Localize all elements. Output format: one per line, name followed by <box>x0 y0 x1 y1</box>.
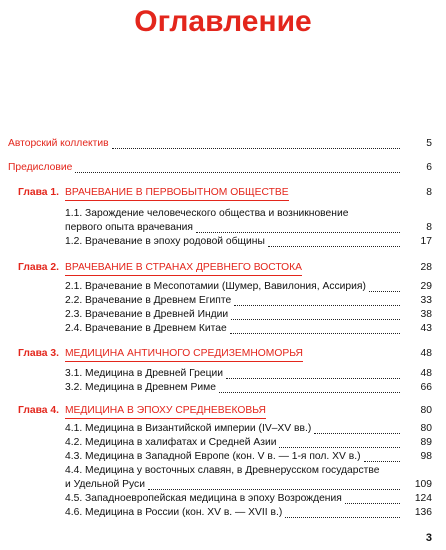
toc-page-number: 109 <box>414 479 432 490</box>
toc-section-label: 4.6. Медицина в России (кон. XV в. — XVII в.) <box>65 507 283 518</box>
dot-leader <box>345 492 400 504</box>
chapter-number: Глава 4. <box>18 405 59 416</box>
toc-section-label: 4.3. Медицина в Западной Европе (кон. V в. — 1-я пол. XV в.) <box>65 451 361 462</box>
toc-page-number: 48 <box>420 368 432 379</box>
dot-leader <box>112 137 400 149</box>
toc-section-2-3[interactable] <box>0 308 446 322</box>
toc-entry-preface[interactable] <box>0 161 446 175</box>
toc-section-3-2[interactable] <box>0 381 446 395</box>
toc-section-4-6[interactable] <box>0 506 446 520</box>
toc-section-label: 3.1. Медицина в Древней Греции <box>65 368 224 379</box>
chapter-number: Глава 3. <box>18 348 59 359</box>
toc-section-4-4[interactable] <box>0 464 446 478</box>
toc-section-label: 4.1. Медицина в Византийской империи (IV–XV вв.) <box>65 423 312 434</box>
toc-section-1-2[interactable] <box>0 235 446 249</box>
toc-page-number: 48 <box>420 348 432 359</box>
dot-leader <box>279 436 400 448</box>
toc-chapter-3[interactable] <box>0 347 446 361</box>
toc-section-1-1[interactable] <box>0 207 446 221</box>
toc-section-label: 1.1. Зарождение человеческого общества и возникновение <box>65 208 349 219</box>
toc-section-label: 2.2. Врачевание в Древнем Египте <box>65 295 232 306</box>
chapter-title: ВРАЧЕВАНИЕ В ПЕРВОБЫТНОМ ОБЩЕСТВЕ <box>65 186 289 201</box>
dot-leader <box>369 280 400 292</box>
toc-page-number: 89 <box>420 437 432 448</box>
toc-chapter-2[interactable] <box>0 261 446 275</box>
toc-section-4-1[interactable] <box>0 422 446 436</box>
page-title: Оглавление <box>134 5 312 38</box>
toc-page-number: 80 <box>420 405 432 416</box>
toc-page-number: 5 <box>426 138 432 149</box>
toc-section-label: 1.2. Врачевание в эпоху родовой общины <box>65 236 265 247</box>
toc-page-number: 38 <box>420 309 432 320</box>
chapter-title: ВРАЧЕВАНИЕ В СТРАНАХ ДРЕВНЕГО ВОСТОКА <box>65 261 302 276</box>
toc-entry-authors[interactable] <box>0 137 446 151</box>
toc-section-label: 2.1. Врачевание в Месопотамии (Шумер, Вавилония, Ассирия) <box>65 281 366 292</box>
toc-section-4-5[interactable] <box>0 492 446 506</box>
toc-section-1-1-cont[interactable] <box>0 221 446 235</box>
dot-leader <box>75 161 400 173</box>
toc-section-label-cont: первого опыта врачевания <box>65 222 194 233</box>
toc-section-4-2[interactable] <box>0 436 446 450</box>
dot-leader <box>196 221 400 233</box>
toc-section-2-4[interactable] <box>0 322 446 336</box>
toc-page-number: 33 <box>420 295 432 306</box>
toc-section-3-1[interactable] <box>0 367 446 381</box>
page-number: 3 <box>425 532 432 544</box>
dot-leader <box>285 506 400 518</box>
toc-entry-label: Предисловие <box>8 162 73 173</box>
toc-section-label: 3.2. Медицина в Древнем Риме <box>65 382 216 393</box>
toc-section-label-cont: и Удельной Руси <box>65 479 145 490</box>
toc-section-label: 2.3. Врачевание в Древней Индии <box>65 309 229 320</box>
dot-leader <box>231 308 400 320</box>
toc-section-2-1[interactable] <box>0 280 446 294</box>
toc-section-label: 4.4. Медицина у восточных славян, в Древнерусском государстве <box>65 465 380 476</box>
toc-page-number: 136 <box>414 507 432 518</box>
toc-page-number: 98 <box>420 451 432 462</box>
chapter-number: Глава 2. <box>18 262 59 273</box>
toc-section-label: 4.2. Медицина в халифатах и Средней Азии <box>65 437 277 448</box>
toc-section-2-2[interactable] <box>0 294 446 308</box>
toc-page-number: 29 <box>420 281 432 292</box>
chapter-title: МЕДИЦИНА АНТИЧНОГО СРЕДИЗЕМНОМОРЬЯ <box>65 347 303 362</box>
dot-leader <box>219 381 400 393</box>
toc-page-number: 43 <box>420 323 432 334</box>
toc-section-4-3[interactable] <box>0 450 446 464</box>
toc-chapter-1[interactable] <box>0 186 446 200</box>
dot-leader <box>268 235 400 247</box>
toc-page-number: 8 <box>426 222 432 233</box>
dot-leader <box>314 422 400 434</box>
toc-entry-label: Авторский коллектив <box>8 138 109 149</box>
toc-section-4-4-cont[interactable] <box>0 478 446 492</box>
toc-page-number: 124 <box>414 493 432 504</box>
toc-section-label: 2.4. Врачевание в Древнем Китае <box>65 323 227 334</box>
chapter-number: Глава 1. <box>18 187 59 198</box>
toc-page-number: 6 <box>426 162 432 173</box>
toc-page-number: 80 <box>420 423 432 434</box>
dot-leader <box>148 478 400 490</box>
toc-page-number: 8 <box>426 187 432 198</box>
chapter-title: МЕДИЦИНА В ЭПОХУ СРЕДНЕВЕКОВЬЯ <box>65 404 266 419</box>
toc-page-number: 17 <box>420 236 432 247</box>
dot-leader <box>226 367 400 379</box>
toc-page-number: 66 <box>420 382 432 393</box>
dot-leader <box>230 322 400 334</box>
toc-chapter-4[interactable] <box>0 404 446 418</box>
toc-section-label: 4.5. Западноевропейская медицина в эпоху Возрождения <box>65 493 342 504</box>
dot-leader <box>234 294 400 306</box>
dot-leader <box>364 450 401 462</box>
toc-page-number: 28 <box>420 262 432 273</box>
